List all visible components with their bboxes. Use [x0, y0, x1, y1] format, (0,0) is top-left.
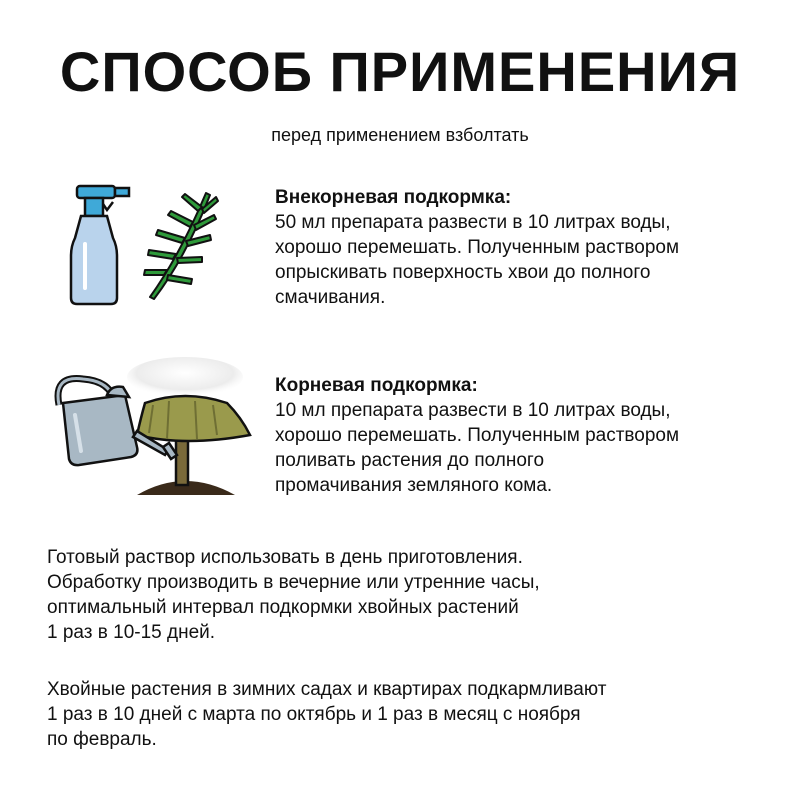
foliar-feeding-heading: Внекорневая подкормка: [275, 187, 512, 208]
page-title: СПОСОБ ПРИМЕНЕНИЯ [59, 40, 741, 103]
usage-note-schedule: Готовый раствор использовать в день приготовления. Обработку производить в вечерние или утренние часы, оптимальный интервал подкормки хвойных растений 1 раз в 10-15 дней. [47, 547, 540, 643]
foliar-feeding-section [275, 185, 775, 310]
watering-can-tree-icon [45, 355, 260, 505]
root-feeding-section [275, 373, 775, 498]
root-feeding-heading: Корневая подкормка: [275, 375, 478, 396]
foliar-feeding-text: 50 мл препарата развести в 10 литрах воды, хорошо перемешать. Полученным раствором опрыскивать поверхность хвои до полного смачивания. [275, 212, 680, 308]
spray-bottle-icon [55, 180, 145, 310]
root-feeding-text: 10 мл препарата развести в 10 литрах воды, хорошо перемешать. Полученным раствором поливать растения до полного промачивания земляного кома. [275, 400, 680, 496]
usage-note-indoor: Хвойные растения в зимних садах и квартирах подкармливают 1 раз в 10 дней с марта по октябрь и 1 раз в месяц с ноября по февраль. [47, 679, 607, 750]
page-subtitle: перед применением взболтать [271, 125, 529, 145]
conifer-branch-icon [140, 185, 220, 305]
